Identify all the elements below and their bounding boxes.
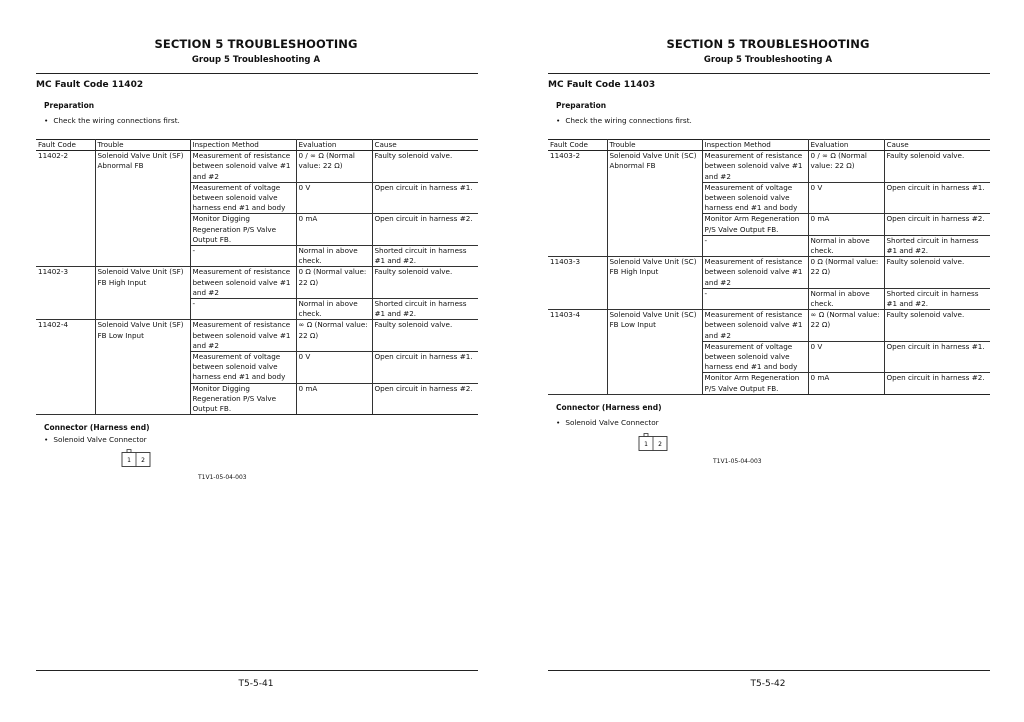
footer-rule bbox=[36, 670, 478, 671]
evaluation-cell: Normal in above check. bbox=[296, 299, 372, 320]
header-evaluation: Evaluation bbox=[808, 140, 884, 151]
figure-id: T1V1-05-04-003 bbox=[198, 474, 247, 481]
inspection-cell: - bbox=[190, 246, 296, 267]
inspection-cell: Monitor Digging Regeneration P/S Valve Output FB. bbox=[190, 214, 296, 246]
fault-code-cell: 11402-3 bbox=[36, 267, 95, 320]
evaluation-cell: ∞ Ω (Normal value: 22 Ω) bbox=[296, 320, 372, 352]
inspection-cell: - bbox=[190, 299, 296, 320]
evaluation-cell: 0 / ∞ Ω (Normal value: 22 Ω) bbox=[296, 151, 372, 183]
fault-code-cell: 11403-4 bbox=[548, 310, 607, 395]
cause-cell: Open circuit in harness #2. bbox=[372, 214, 478, 246]
evaluation-cell: 0 V bbox=[808, 182, 884, 214]
header-trouble: Trouble bbox=[95, 140, 190, 151]
trouble-cell: Solenoid Valve Unit (SF) FB High Input bbox=[95, 267, 190, 320]
evaluation-cell: 0 mA bbox=[296, 214, 372, 246]
inspection-cell: Monitor Digging Regeneration P/S Valve Output FB. bbox=[190, 383, 296, 415]
connector-item: • Solenoid Valve Connector bbox=[44, 435, 147, 444]
evaluation-cell: 0 mA bbox=[808, 214, 884, 235]
inspection-cell: Measurement of resistance between solenoid valve #1 and #2 bbox=[702, 310, 808, 342]
connector-pin-label: 1 bbox=[644, 441, 648, 448]
evaluation-cell: 0 Ω (Normal value: 22 Ω) bbox=[808, 257, 884, 289]
evaluation-cell: Normal in above check. bbox=[296, 246, 372, 267]
header-inspection-method: Inspection Method bbox=[702, 140, 808, 151]
header-rule bbox=[548, 73, 990, 74]
evaluation-cell: 0 / ∞ Ω (Normal value: 22 Ω) bbox=[808, 151, 884, 183]
cause-cell: Faulty solenoid valve. bbox=[372, 320, 478, 352]
evaluation-cell: 0 V bbox=[808, 341, 884, 373]
table-header-row bbox=[548, 140, 990, 151]
cause-cell: Shorted circuit in harness #1 and #2. bbox=[884, 235, 990, 256]
cause-cell: Faulty solenoid valve. bbox=[884, 310, 990, 342]
evaluation-cell: 0 V bbox=[296, 182, 372, 214]
header-evaluation: Evaluation bbox=[296, 140, 372, 151]
fault-table bbox=[36, 139, 478, 415]
inspection-cell: Monitor Arm Regeneration P/S Valve Output FB. bbox=[702, 214, 808, 235]
connector-title: Connector (Harness end) bbox=[44, 423, 150, 432]
fault-code-title: MC Fault Code 11403 bbox=[548, 80, 656, 90]
header-cause: Cause bbox=[372, 140, 478, 151]
table-row bbox=[36, 320, 478, 352]
cause-cell: Open circuit in harness #1. bbox=[372, 352, 478, 384]
inspection-cell: Measurement of voltage between solenoid valve harness end #1 and body bbox=[190, 352, 296, 384]
preparation-item: • Check the wiring connections first. bbox=[556, 116, 692, 125]
trouble-cell: Solenoid Valve Unit (SC) FB Low Input bbox=[607, 310, 702, 395]
cause-cell: Faulty solenoid valve. bbox=[372, 151, 478, 183]
cause-cell: Shorted circuit in harness #1 and #2. bbox=[884, 288, 990, 309]
figure-id: T1V1-05-04-003 bbox=[713, 458, 762, 465]
fault-code-cell: 11402-2 bbox=[36, 151, 95, 267]
page-number: T5-5-42 bbox=[750, 679, 786, 689]
preparation-item: • Check the wiring connections first. bbox=[44, 116, 180, 125]
evaluation-cell: Normal in above check. bbox=[808, 288, 884, 309]
inspection-cell: Measurement of voltage between solenoid valve harness end #1 and body bbox=[190, 182, 296, 214]
evaluation-cell: ∞ Ω (Normal value: 22 Ω) bbox=[808, 310, 884, 342]
inspection-cell: Measurement of resistance between solenoid valve #1 and #2 bbox=[702, 257, 808, 289]
footer-rule bbox=[548, 670, 990, 671]
cause-cell: Shorted circuit in harness #1 and #2. bbox=[372, 246, 478, 267]
inspection-cell: Measurement of voltage between solenoid valve harness end #1 and body bbox=[702, 341, 808, 373]
header-inspection-method: Inspection Method bbox=[190, 140, 296, 151]
connector-pin-label: 1 bbox=[127, 457, 131, 464]
connector-pin-label: 2 bbox=[141, 457, 145, 464]
cause-cell: Faulty solenoid valve. bbox=[372, 267, 478, 299]
page-number: T5-5-41 bbox=[238, 679, 274, 689]
cause-cell: Open circuit in harness #1. bbox=[884, 341, 990, 373]
section-title: SECTION 5 TROUBLESHOOTING bbox=[666, 37, 870, 51]
inspection-cell: - bbox=[702, 288, 808, 309]
cause-cell: Shorted circuit in harness #1 and #2. bbox=[372, 299, 478, 320]
table-row bbox=[548, 257, 990, 289]
evaluation-cell: 0 Ω (Normal value: 22 Ω) bbox=[296, 267, 372, 299]
cause-cell: Faulty solenoid valve. bbox=[884, 257, 990, 289]
table-header-row bbox=[36, 140, 478, 151]
fault-code-cell: 11403-2 bbox=[548, 151, 607, 257]
trouble-cell: Solenoid Valve Unit (SC) FB High Input bbox=[607, 257, 702, 310]
right-page bbox=[512, 0, 1024, 722]
inspection-cell: Measurement of resistance between solenoid valve #1 and #2 bbox=[702, 151, 808, 183]
trouble-cell: Solenoid Valve Unit (SC) Abnormal FB bbox=[607, 151, 702, 257]
connector-diagram-icon bbox=[638, 433, 668, 453]
fault-table bbox=[548, 139, 990, 395]
inspection-cell: - bbox=[702, 235, 808, 256]
connector-title: Connector (Harness end) bbox=[556, 403, 662, 412]
trouble-cell: Solenoid Valve Unit (SF) Abnormal FB bbox=[95, 151, 190, 267]
header-trouble: Trouble bbox=[607, 140, 702, 151]
header-fault-code: Fault Code bbox=[548, 140, 607, 151]
trouble-cell: Solenoid Valve Unit (SF) FB Low Input bbox=[95, 320, 190, 415]
cause-cell: Open circuit in harness #2. bbox=[372, 383, 478, 415]
table-row bbox=[36, 151, 478, 183]
table-row bbox=[36, 267, 478, 299]
cause-cell: Open circuit in harness #2. bbox=[884, 214, 990, 235]
fault-code-cell: 11402-4 bbox=[36, 320, 95, 415]
connector-item: • Solenoid Valve Connector bbox=[556, 418, 659, 427]
preparation-label: Preparation bbox=[44, 101, 95, 110]
evaluation-cell: Normal in above check. bbox=[808, 235, 884, 256]
group-title: Group 5 Troubleshooting A bbox=[703, 55, 833, 65]
evaluation-cell: 0 V bbox=[296, 352, 372, 384]
inspection-cell: Measurement of resistance between solenoid valve #1 and #2 bbox=[190, 320, 296, 352]
inspection-cell: Measurement of resistance between solenoid valve #1 and #2 bbox=[190, 151, 296, 183]
cause-cell: Open circuit in harness #1. bbox=[372, 182, 478, 214]
inspection-cell: Measurement of voltage between solenoid valve harness end #1 and body bbox=[702, 182, 808, 214]
fault-code-title: MC Fault Code 11402 bbox=[36, 80, 144, 90]
connector-pin-label: 2 bbox=[658, 441, 662, 448]
inspection-cell: Monitor Arm Regeneration P/S Valve Output FB. bbox=[702, 373, 808, 394]
table-row bbox=[548, 151, 990, 183]
section-title: SECTION 5 TROUBLESHOOTING bbox=[154, 37, 358, 51]
table-row bbox=[548, 310, 990, 342]
header-fault-code: Fault Code bbox=[36, 140, 95, 151]
header-cause: Cause bbox=[884, 140, 990, 151]
cause-cell: Faulty solenoid valve. bbox=[884, 151, 990, 183]
cause-cell: Open circuit in harness #2. bbox=[884, 373, 990, 394]
preparation-label: Preparation bbox=[556, 101, 607, 110]
group-title: Group 5 Troubleshooting A bbox=[191, 55, 321, 65]
evaluation-cell: 0 mA bbox=[808, 373, 884, 394]
inspection-cell: Measurement of resistance between solenoid valve #1 and #2 bbox=[190, 267, 296, 299]
fault-code-cell: 11403-3 bbox=[548, 257, 607, 310]
cause-cell: Open circuit in harness #1. bbox=[884, 182, 990, 214]
evaluation-cell: 0 mA bbox=[296, 383, 372, 415]
header-rule bbox=[36, 73, 478, 74]
connector-diagram-icon bbox=[121, 449, 151, 469]
